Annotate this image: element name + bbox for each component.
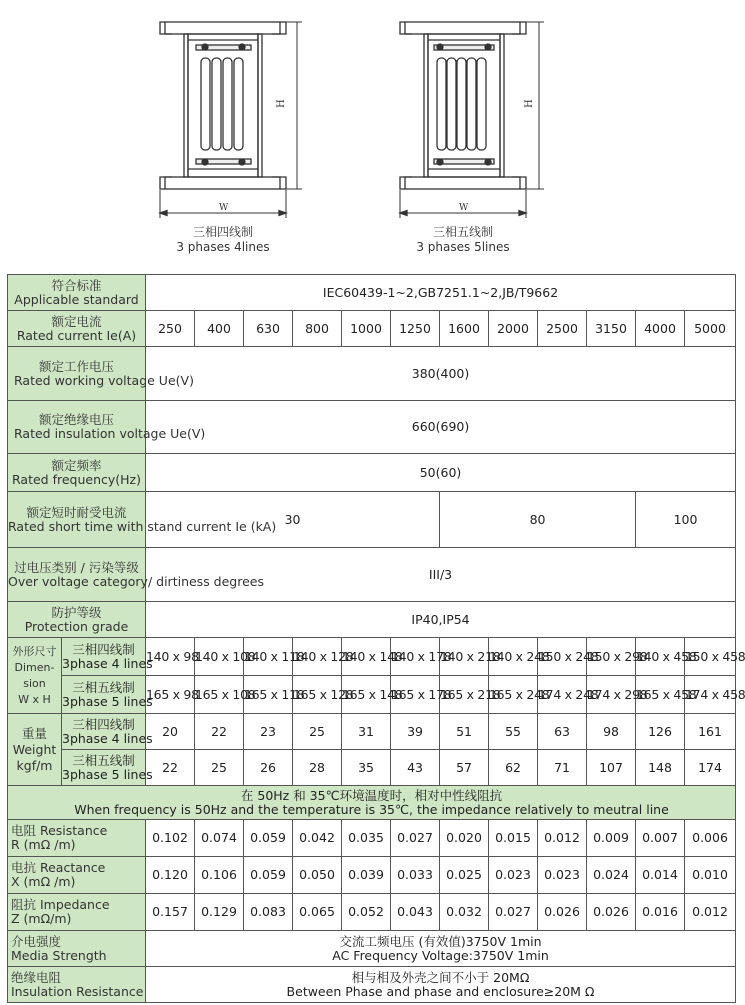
dim-w-label-4: W <box>219 203 229 213</box>
short-time-value-3: 100 <box>636 492 736 548</box>
row-protection-grade <box>8 602 736 638</box>
dimension-cell: 165 x 218 <box>440 676 489 714</box>
row-resistance <box>8 820 736 857</box>
weight-cell: 126 <box>636 714 685 750</box>
media-strength-label: 介电强度 Media Strength <box>8 931 146 967</box>
impedance-cell: 0.012 <box>685 894 736 931</box>
weight-cell: 148 <box>636 750 685 786</box>
standard-value: IEC60439-1~2,GB7251.1~2,JB/T9662 <box>146 275 736 311</box>
resistance-cell: 0.007 <box>636 820 685 857</box>
busway-cross-section-drawings <box>0 0 740 270</box>
impedance-cell: 0.083 <box>244 894 293 931</box>
impedance-cell: 0.026 <box>538 894 587 931</box>
current-cell: 1000 <box>342 311 391 347</box>
reactance-cell: 0.050 <box>293 857 342 894</box>
figure-5lines <box>400 22 544 218</box>
resistance-cell: 0.102 <box>146 820 195 857</box>
current-cell: 4000 <box>636 311 685 347</box>
dimension-cell: 165 x 148 <box>342 676 391 714</box>
row-short-time-current <box>8 492 736 548</box>
dimension-cell: 140 x 128 <box>293 638 342 676</box>
resistance-cell: 0.042 <box>293 820 342 857</box>
resistance-cell: 0.009 <box>587 820 636 857</box>
reactance-cell: 0.010 <box>685 857 736 894</box>
resistance-cell: 0.020 <box>440 820 489 857</box>
resistance-cell: 0.035 <box>342 820 391 857</box>
busway-drawings <box>0 0 740 270</box>
reactance-cell: 0.106 <box>195 857 244 894</box>
reactance-cell: 0.023 <box>538 857 587 894</box>
weight-cell: 62 <box>489 750 538 786</box>
resistance-cell: 0.059 <box>244 820 293 857</box>
dimension-cell: 165 x 178 <box>391 676 440 714</box>
dimension-cell: 165 x 458 <box>636 676 685 714</box>
current-cell: 1600 <box>440 311 489 347</box>
dimension-cell: 150 x 298 <box>587 638 636 676</box>
dimension-cell: 140 x 218 <box>440 638 489 676</box>
weight-cell: 31 <box>342 714 391 750</box>
row-weight-4lines <box>8 714 736 750</box>
dimension-cell: 140 x 458 <box>636 638 685 676</box>
row-impedance <box>8 894 736 931</box>
weight-cell: 51 <box>440 714 489 750</box>
current-cell: 3150 <box>587 311 636 347</box>
weight-cell: 71 <box>538 750 587 786</box>
reactance-cell: 0.059 <box>244 857 293 894</box>
reactance-cell: 0.120 <box>146 857 195 894</box>
label-cell: 额定绝缘电压 Rated insulation voltage Ue(V) <box>8 401 146 454</box>
weight-cell: 25 <box>195 750 244 786</box>
label-cell: 额定短时耐受电流 Rated short time with stand current Ie (kA) <box>8 492 146 548</box>
dimension-cell: 150 x 458 <box>685 638 736 676</box>
dimension-cell: 165 x 108 <box>195 676 244 714</box>
reactance-cell: 0.014 <box>636 857 685 894</box>
current-cell: 630 <box>244 311 293 347</box>
dimension-cell: 140 x 108 <box>195 638 244 676</box>
insulation-voltage-value: 660(690) <box>146 401 736 454</box>
dimension-cell: 140 x 118 <box>244 638 293 676</box>
dimension-cell: 174 x 298 <box>587 676 636 714</box>
label-cell: 符合标准 Applicable standard <box>8 275 146 311</box>
caption-zh: 三相四线制 <box>192 225 253 239</box>
label-cell: 额定频率 Rated frequency(Hz) <box>8 454 146 492</box>
impedance-cell: 0.032 <box>440 894 489 931</box>
frequency-value: 50(60) <box>146 454 736 492</box>
insulation-resistance-value: 相与相及外壳之间不小于 20MΩ Between Phase and phase and enclosure≥20M Ω <box>146 967 736 1003</box>
weight-cell: 23 <box>244 714 293 750</box>
row-impedance-note <box>8 786 736 820</box>
dim-w-label-5: W <box>459 203 469 213</box>
weight-cell: 22 <box>195 714 244 750</box>
dimension-cell: 140 x 178 <box>391 638 440 676</box>
protection-value: IP40,IP54 <box>146 602 736 638</box>
impedance-cell: 0.052 <box>342 894 391 931</box>
figure-5lines-caption <box>403 225 523 255</box>
dimension-sub-label-4: 三相四线制 3phase 4 lines <box>62 638 146 676</box>
weight-cell: 20 <box>146 714 195 750</box>
row-overvoltage <box>8 548 736 602</box>
dimension-cell: 174 x 248 <box>538 676 587 714</box>
short-time-value-1: 30 <box>146 492 440 548</box>
row-reactance <box>8 857 736 894</box>
row-dimension-4lines <box>8 638 736 676</box>
current-cell: 400 <box>195 311 244 347</box>
dimension-cell: 165 x 248 <box>489 676 538 714</box>
weight-sub-label-4: 三相四线制 3phase 4 lines <box>62 714 146 750</box>
insulation-resistance-label: 绝缘电阻 Insulation Resistance <box>8 967 146 1003</box>
row-rated-current <box>8 311 736 347</box>
dim-h-label-5: H <box>524 99 535 108</box>
impedance-cell: 0.129 <box>195 894 244 931</box>
resistance-cell: 0.012 <box>538 820 587 857</box>
weight-cell: 39 <box>391 714 440 750</box>
label-cell: 额定电流 Rated current Ie(A) <box>8 311 146 347</box>
dimension-cell: 165 x 98 <box>146 676 195 714</box>
impedance-label: 阻抗 Impedance Z (mΩ/m) <box>8 894 146 931</box>
reactance-cell: 0.023 <box>489 857 538 894</box>
working-voltage-value: 380(400) <box>146 347 736 401</box>
dimension-cell: 140 x 248 <box>489 638 538 676</box>
dimension-cell: 165 x 128 <box>293 676 342 714</box>
row-rated-insulation-voltage <box>8 401 736 454</box>
weight-cell: 57 <box>440 750 489 786</box>
row-rated-frequency <box>8 454 736 492</box>
reactance-label: 电抗 Reactance X (mΩ /m) <box>8 857 146 894</box>
current-cell: 5000 <box>685 311 736 347</box>
label-cell: 额定工作电压 Rated working voltage Ue(V) <box>8 347 146 401</box>
resistance-cell: 0.006 <box>685 820 736 857</box>
row-applicable-standard <box>8 275 736 311</box>
caption-en: 3 phases 4lines <box>176 240 270 254</box>
weight-cell: 98 <box>587 714 636 750</box>
current-cell: 800 <box>293 311 342 347</box>
figure-4lines <box>160 22 302 218</box>
impedance-note: 在 50Hz 和 35℃环境温度时，相对中性线阻抗 When frequency is 50Hz and the temperature is 35℃, the impedance relatively to meutral line <box>8 786 736 820</box>
media-strength-value: 交流工频电压 (有效值)3750V 1min AC Frequency Voltage:3750V 1min <box>146 931 736 967</box>
weight-cell: 107 <box>587 750 636 786</box>
row-media-strength <box>8 931 736 967</box>
resistance-cell: 0.027 <box>391 820 440 857</box>
weight-cell: 43 <box>391 750 440 786</box>
resistance-cell: 0.074 <box>195 820 244 857</box>
impedance-cell: 0.027 <box>489 894 538 931</box>
row-insulation-resistance <box>8 967 736 1003</box>
busway-spec-table <box>7 274 745 1003</box>
short-time-value-2: 80 <box>440 492 636 548</box>
dimension-cell: 165 x 118 <box>244 676 293 714</box>
resistance-label: 电阻 Resistance R (mΩ /m) <box>8 820 146 857</box>
impedance-cell: 0.157 <box>146 894 195 931</box>
resistance-cell: 0.015 <box>489 820 538 857</box>
reactance-cell: 0.025 <box>440 857 489 894</box>
weight-cell: 161 <box>685 714 736 750</box>
weight-label: 重量 Weight kgf/m <box>8 714 62 786</box>
caption-en: 3 phases 5lines <box>416 240 510 254</box>
weight-cell: 22 <box>146 750 195 786</box>
current-cell: 1250 <box>391 311 440 347</box>
row-dimension-5lines <box>8 676 736 714</box>
weight-cell: 63 <box>538 714 587 750</box>
current-cell: 250 <box>146 311 195 347</box>
dimension-label: 外形尺寸 Dimen- sion W x H <box>8 638 62 714</box>
reactance-cell: 0.039 <box>342 857 391 894</box>
impedance-cell: 0.026 <box>587 894 636 931</box>
impedance-cell: 0.043 <box>391 894 440 931</box>
label-cell: 过电压类别 / 污染等级 Over voltage category/ dirtiness degrees <box>8 548 146 602</box>
weight-cell: 174 <box>685 750 736 786</box>
weight-cell: 26 <box>244 750 293 786</box>
overvoltage-value: III/3 <box>146 548 736 602</box>
dimension-cell: 140 x 98 <box>146 638 195 676</box>
weight-cell: 28 <box>293 750 342 786</box>
weight-sub-label-5: 三相五线制 3phase 5 lines <box>62 750 146 786</box>
weight-cell: 25 <box>293 714 342 750</box>
weight-cell: 35 <box>342 750 391 786</box>
impedance-cell: 0.065 <box>293 894 342 931</box>
current-cell: 2000 <box>489 311 538 347</box>
row-weight-5lines <box>8 750 736 786</box>
dimension-cell: 150 x 248 <box>538 638 587 676</box>
caption-zh: 三相五线制 <box>432 225 493 239</box>
row-rated-working-voltage <box>8 347 736 401</box>
figure-4lines-caption <box>163 225 283 255</box>
reactance-cell: 0.033 <box>391 857 440 894</box>
impedance-cell: 0.016 <box>636 894 685 931</box>
dimension-sub-label-5: 三相五线制 3phase 5 lines <box>62 676 146 714</box>
dimension-cell: 140 x 148 <box>342 638 391 676</box>
reactance-cell: 0.024 <box>587 857 636 894</box>
current-cell: 2500 <box>538 311 587 347</box>
label-cell: 防护等级 Protection grade <box>8 602 146 638</box>
weight-cell: 55 <box>489 714 538 750</box>
dimension-cell: 174 x 458 <box>685 676 736 714</box>
dim-h-label-4: H <box>276 99 287 108</box>
